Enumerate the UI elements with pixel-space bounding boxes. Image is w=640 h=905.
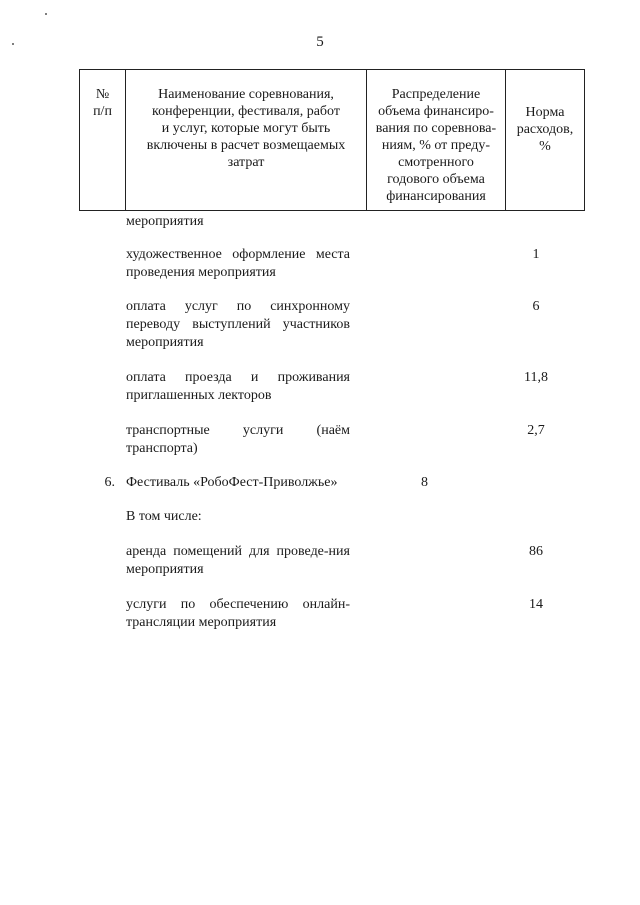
row-norm: 1 (532, 247, 540, 262)
row-text: оплата проезда и проживания приглашенных лекторов (126, 370, 350, 403)
row-text: В том числе: (126, 509, 202, 524)
row-norm: 11,8 (524, 370, 548, 385)
table-header (79, 69, 585, 211)
row-number: 6. (104, 475, 115, 490)
header-col-number: № п/п (80, 70, 126, 211)
row-norm: 14 (529, 597, 543, 612)
row-text: услуги по обеспечению онлайн-трансляции мероприятия (126, 597, 350, 630)
row-share: 8 (421, 475, 428, 490)
scan-speck (45, 13, 47, 15)
header-col-norm: Норма расходов, % (506, 70, 585, 211)
row-norm: 86 (529, 544, 543, 559)
page-number: 5 (316, 34, 324, 50)
table-header-row (80, 70, 585, 211)
row-text: Фестиваль «РобоФест-Приволжье» (126, 475, 338, 490)
row-norm: 6 (532, 299, 540, 314)
row-text: оплата услуг по синхронному переводу выступлений участников мероприятия (126, 299, 350, 350)
row-norm: 2,7 (527, 423, 545, 438)
row-text: аренда помещений для проведе-ния мероприятия (126, 544, 350, 577)
header-col-name: Наименование соревнования, конференции, фестиваля, работ и услуг, которые могут быть включены в расчет возмещаемых затрат (126, 70, 367, 211)
header-col-share: Распределение объема финансиро- вания по соревнова- ниям, % от преду- смотренного годового объема финансирования (367, 70, 506, 211)
row-text: мероприятия (126, 214, 204, 229)
row-text: художественное оформление места проведения мероприятия (126, 247, 350, 280)
row-text: транспортные услуги (наём транспорта) (126, 423, 350, 456)
